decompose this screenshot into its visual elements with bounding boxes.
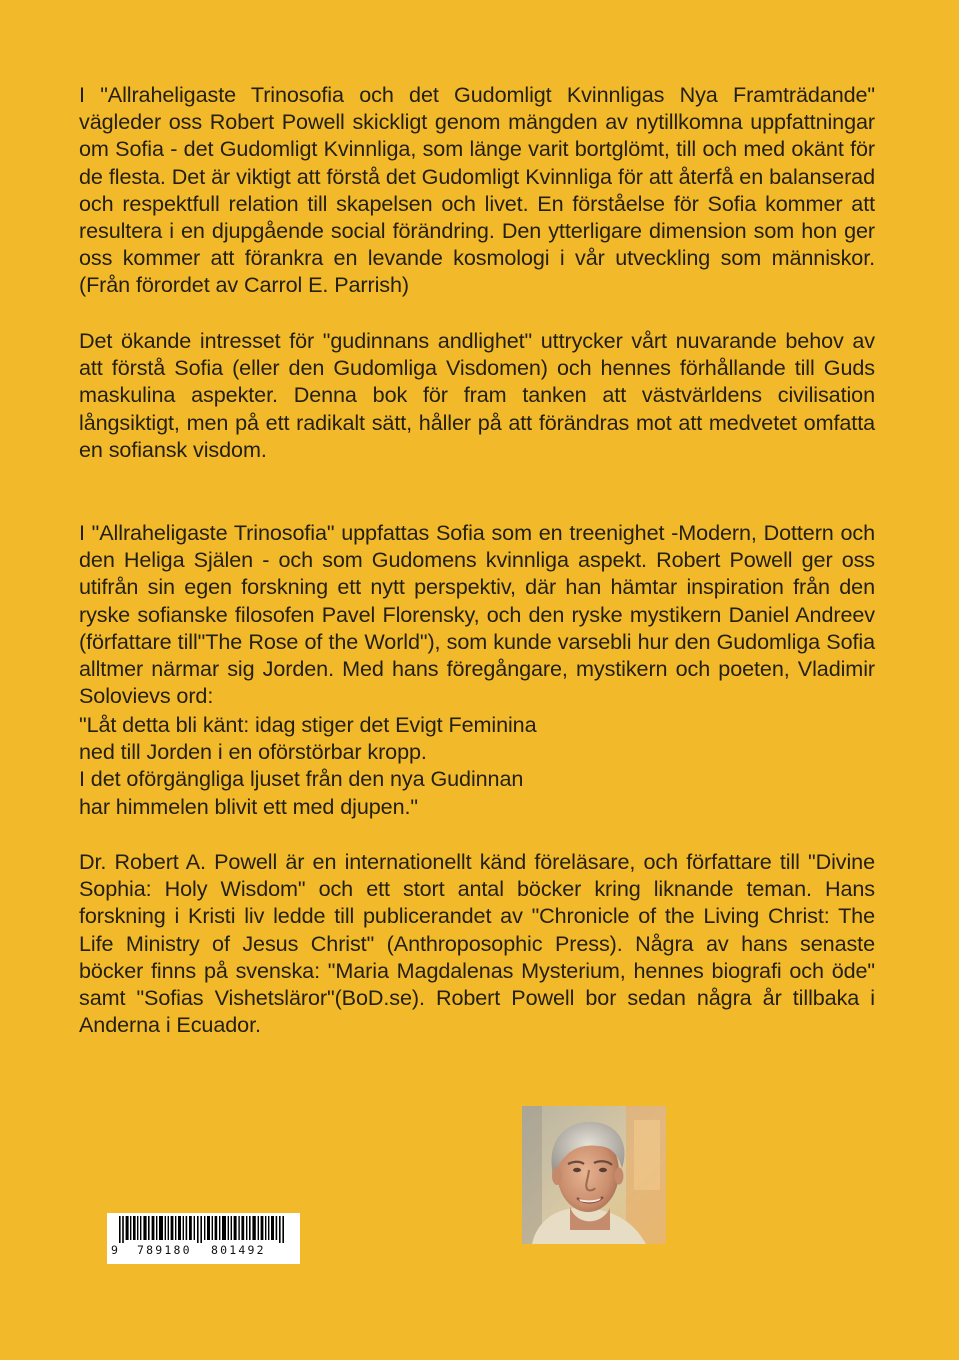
author-portrait [522,1106,666,1244]
barcode-right-group: 801492 [211,1243,266,1257]
paragraph-text: I "Allraheligaste Trinosofia och det Gudomligt Kvinnligas Nya Framträdande" vägleder oss Robert Powell skickligt genom mängden av nytillkomna uppfattningar om Sofia - det Gudomligt Kvinnliga, som länge varit bortglömt, till och med okänt för de flesta. Det är viktigt att förstå det Gudomligt Kvinnliga för att återfå en balanserad och respektfull relation till skapelsen och livet. En förståelse för Sofia kommer att resultera i en djupgående social förändring. Den ytterligare dimension som hon ger oss kommer att förankra en levande kosmologi i vår utveckling som människor. (Från förordet av Carrol E. Parrish) [79,82,875,298]
blurb-paragraph-2 [79,327,875,463]
poem-line: "Låt detta bli känt: idag stiger det Evigt Feminina [79,712,537,737]
poem-line: I det oförgängliga ljuset från den nya Gudinnan [79,766,524,792]
paragraph-text: Det ökande intresset för "gudinnans andlighet" uttrycker vårt nuvarande behov av att förstå Sofia (eller den Gudomliga Visdomen) och hennes förhållande till Guds maskulina aspekter. Denna bok för fram tanken att västvärldens civilisation långsiktigt, men på ett radikalt sätt, håller på att förändras mot att medvetet omfatta en sofiansk visdom. [79,328,875,462]
paragraph-text: I "Allraheligaste Trinosofia" uppfattas Sofia som en treenighet -Modern, Dottern och den Heliga Själen - och som Gudomens kvinnliga aspekt. Robert Powell ger oss utifrån sin egen forskning ett nytt perspektiv, där han hämtar inspiration från den ryske sofianske filosofen Pavel Florensky, och den ryske mystikern Daniel Andreev (författare till"The Rose of the World"), som kunde varsebli hur den Gudomliga Sofia alltmer närmar sig Jorden. Med hans föregångare, mystikern och poeten, Vladimir Solovievs ord: [79,520,875,709]
poem-line: har himmelen blivit ett med djupen." [79,793,418,819]
poem-line: ned till Jorden i en oförstörbar kropp. [79,739,427,765]
barcode-prefix: 9 [111,1243,121,1257]
poem-quote [79,711,875,820]
blurb-paragraph-3 [79,519,875,709]
author-bio-text: Dr. Robert A. Powell är en internationellt känd föreläsare, och författare till "Divine Sophia: Holy Wisdom" och ett stort antal böcker kring liknande teman. Hans forskning i Kristi liv ledde till publicerandet av "Chronicle of the Living Christ: The Life Ministry of Jesus Christ" (Anthroposophic Press). Några av hans senaste böcker finns på svenska: "Maria Magdalenas Mysterium, hennes biografi och öde" samt "Sofias Vishetsläror"(BoD.se). Robert Powell bor sedan några år tillbaka i Anderna i Ecuador. [79,849,875,1038]
isbn-barcode [107,1213,300,1264]
barcode-left-group: 789180 [137,1243,192,1257]
barcode-bars [119,1216,289,1243]
author-bio [79,848,875,1038]
blurb-paragraph-1 [79,81,875,299]
